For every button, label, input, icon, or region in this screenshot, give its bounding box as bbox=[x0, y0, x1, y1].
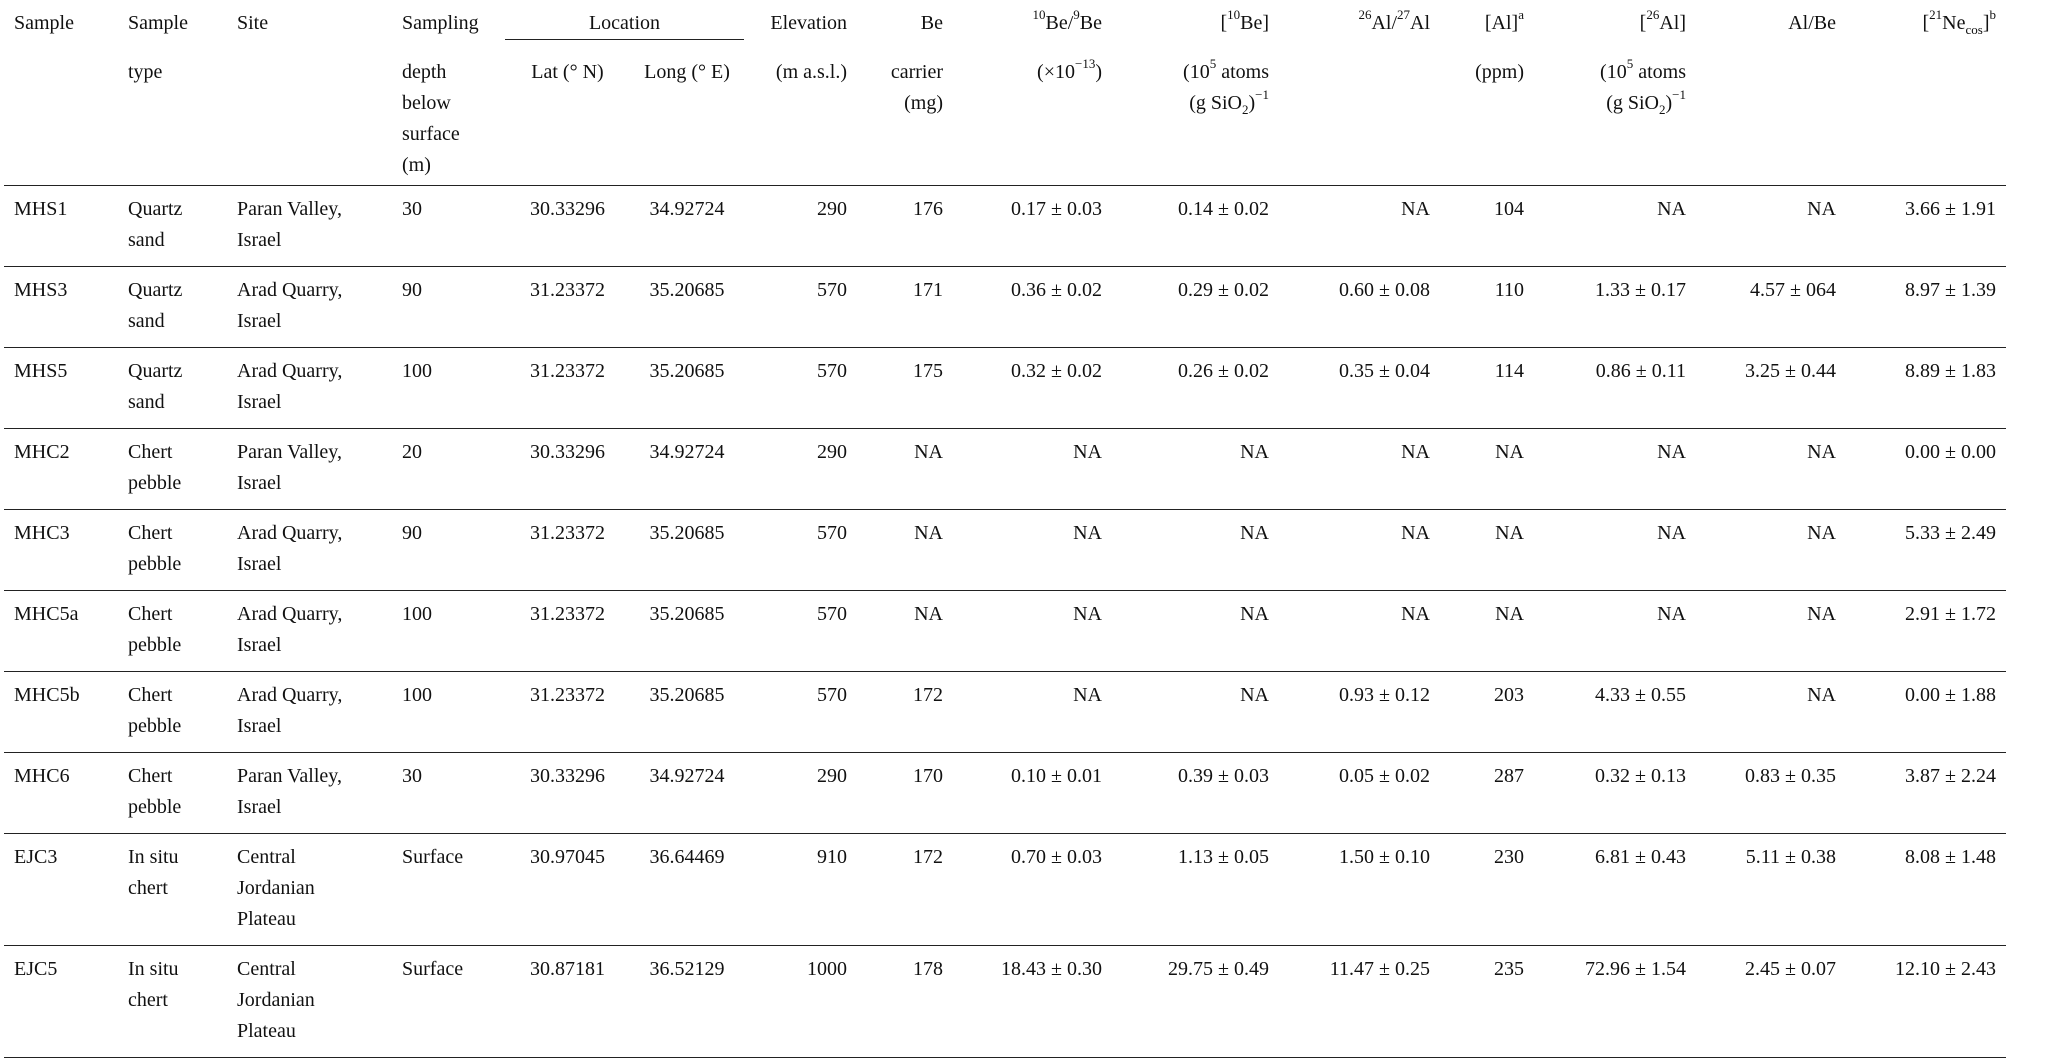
cell-al: 287 bbox=[1494, 764, 1524, 787]
cell-lat: 30.87181 bbox=[530, 957, 605, 980]
cell-al26: 1.33 ± 0.17 bbox=[1595, 278, 1686, 301]
cell-elev: 570 bbox=[817, 521, 847, 544]
cosmogenic-data-table bbox=[4, 0, 2006, 1058]
cell-long: 34.92724 bbox=[649, 440, 725, 463]
cell-elev: 570 bbox=[817, 602, 847, 625]
cell-al26: 4.33 ± 0.55 bbox=[1595, 683, 1686, 706]
col-site: Site bbox=[237, 12, 269, 34]
cell-site: Central Jordanian Plateau bbox=[237, 957, 315, 1042]
col-al-be: Al/Be bbox=[1788, 12, 1836, 34]
cell-depth: 30 bbox=[402, 764, 422, 787]
cell-lat: 31.23372 bbox=[530, 359, 605, 382]
col-long: Long (° E) bbox=[644, 61, 730, 83]
cell-ne: 3.87 ± 2.24 bbox=[1905, 764, 1996, 787]
cell-type: In situ chert bbox=[128, 957, 179, 1011]
cell-albe: NA bbox=[1807, 440, 1836, 463]
cell-be-ratio: NA bbox=[1073, 602, 1102, 625]
cell-be: 172 bbox=[913, 845, 943, 868]
col-sample: Sample bbox=[14, 12, 74, 34]
cell-lat: 30.33296 bbox=[530, 440, 605, 463]
cell-be: 172 bbox=[913, 683, 943, 706]
cell-lat: 31.23372 bbox=[530, 521, 605, 544]
cell-be-ratio: 18.43 ± 0.30 bbox=[1001, 957, 1102, 980]
cell-ne: 3.66 ± 1.91 bbox=[1905, 197, 1996, 220]
cell-be10: NA bbox=[1240, 440, 1269, 463]
cell-al26: NA bbox=[1657, 440, 1686, 463]
cell-be-ratio: 0.70 ± 0.03 bbox=[1011, 845, 1102, 868]
cell-be: 170 bbox=[913, 764, 943, 787]
cell-be-ratio: NA bbox=[1073, 683, 1102, 706]
cell-be10: 0.14 ± 0.02 bbox=[1178, 197, 1269, 220]
col-sampling: Sampling bbox=[402, 12, 479, 34]
cell-al: 104 bbox=[1494, 197, 1524, 220]
col-lat: Lat (° N) bbox=[531, 61, 604, 83]
cell-ne: 5.33 ± 2.49 bbox=[1905, 521, 1996, 544]
cell-depth: 90 bbox=[402, 521, 422, 544]
cell-long: 36.52129 bbox=[649, 957, 725, 980]
cell-be-ratio: 0.36 ± 0.02 bbox=[1011, 278, 1102, 301]
col-be10-unit: ($10^5$ atoms (g SiO$_2$)$^{-1}$ bbox=[1183, 55, 1269, 117]
cell-long: 35.20685 bbox=[649, 278, 725, 301]
cell-depth: 100 bbox=[402, 602, 432, 625]
table-row bbox=[4, 266, 2006, 347]
table-row bbox=[4, 833, 2006, 945]
cell-sample: MHS3 bbox=[14, 278, 68, 301]
cell-site: Central Jordanian Plateau bbox=[237, 845, 315, 930]
cell-depth: 100 bbox=[402, 683, 432, 706]
cell-al-ratio: NA bbox=[1401, 521, 1430, 544]
cell-albe: 3.25 ± 0.44 bbox=[1745, 359, 1836, 382]
table-row bbox=[4, 185, 2006, 266]
cell-be10: 1.13 ± 0.05 bbox=[1178, 845, 1269, 868]
cell-sample: MHS1 bbox=[14, 197, 68, 220]
col-sampling-2: depth below surface (m) bbox=[402, 60, 460, 176]
cell-al-ratio: NA bbox=[1401, 197, 1430, 220]
cell-be-ratio: NA bbox=[1073, 521, 1102, 544]
cell-sample: MHC3 bbox=[14, 521, 70, 544]
cell-al-ratio: 0.60 ± 0.08 bbox=[1339, 278, 1430, 301]
cell-be: 178 bbox=[913, 957, 943, 980]
header-row-2 bbox=[4, 40, 2006, 186]
cell-site: Arad Quarry, Israel bbox=[237, 602, 343, 656]
table-row bbox=[4, 671, 2006, 752]
col-be10: [$^{10}$Be] bbox=[1220, 7, 1269, 34]
cell-al-ratio: 0.05 ± 0.02 bbox=[1339, 764, 1430, 787]
cell-be: 176 bbox=[913, 197, 943, 220]
cell-site: Arad Quarry, Israel bbox=[237, 278, 343, 332]
cell-al: NA bbox=[1495, 440, 1524, 463]
cell-elev: 910 bbox=[817, 845, 847, 868]
cell-elev: 290 bbox=[817, 197, 847, 220]
cell-depth: Surface bbox=[402, 845, 464, 868]
col-elevation: Elevation bbox=[770, 12, 847, 34]
cell-albe: NA bbox=[1807, 602, 1836, 625]
cell-be10: NA bbox=[1240, 521, 1269, 544]
cell-al: 230 bbox=[1494, 845, 1524, 868]
table-body bbox=[4, 185, 2006, 1057]
header-row-1 bbox=[4, 0, 2006, 40]
cell-be: NA bbox=[914, 440, 943, 463]
cell-al-ratio: NA bbox=[1401, 440, 1430, 463]
cell-long: 35.20685 bbox=[649, 521, 725, 544]
cell-long: 34.92724 bbox=[649, 764, 725, 787]
cell-site: Arad Quarry, Israel bbox=[237, 521, 343, 575]
cell-site: Arad Quarry, Israel bbox=[237, 683, 343, 737]
cell-al26: 0.32 ± 0.13 bbox=[1595, 764, 1686, 787]
cell-al-ratio: 11.47 ± 0.25 bbox=[1329, 957, 1430, 980]
cell-type: Chert pebble bbox=[128, 602, 182, 656]
cell-be: NA bbox=[914, 602, 943, 625]
cell-depth: Surface bbox=[402, 957, 464, 980]
cell-al-ratio: 1.50 ± 0.10 bbox=[1339, 845, 1430, 868]
cell-site: Paran Valley, Israel bbox=[237, 197, 342, 251]
cell-be-ratio: NA bbox=[1073, 440, 1102, 463]
col-be-carrier-2: carrier (mg) bbox=[890, 60, 943, 114]
cell-depth: 30 bbox=[402, 197, 422, 220]
col-al26: [$^{26}$Al] bbox=[1639, 7, 1686, 34]
cell-type: Quartz sand bbox=[128, 197, 183, 251]
cell-depth: 90 bbox=[402, 278, 422, 301]
col-location: Location bbox=[505, 0, 744, 40]
col-be-ratio-unit: $(\times 10^{-13})$ bbox=[1037, 55, 1102, 83]
cell-al26: 0.86 ± 0.11 bbox=[1595, 359, 1686, 382]
table-row bbox=[4, 347, 2006, 428]
cell-be10: 0.39 ± 0.03 bbox=[1178, 764, 1269, 787]
cell-ne: 8.89 ± 1.83 bbox=[1905, 359, 1996, 382]
col-sample-type-2: type bbox=[128, 60, 163, 83]
cell-elev: 570 bbox=[817, 359, 847, 382]
cell-long: 35.20685 bbox=[649, 683, 725, 706]
col-al-ratio: $^{26}$Al/$^{27}$Al bbox=[1358, 7, 1430, 34]
cell-al26: 72.96 ± 1.54 bbox=[1585, 957, 1686, 980]
cell-long: 35.20685 bbox=[649, 359, 725, 382]
cell-sample: MHC5a bbox=[14, 602, 79, 625]
cell-sample: MHC6 bbox=[14, 764, 70, 787]
cell-ne: 0.00 ± 0.00 bbox=[1905, 440, 1996, 463]
cell-al: 110 bbox=[1494, 278, 1524, 301]
cell-depth: 100 bbox=[402, 359, 432, 382]
col-al-conc: $[Al]^a$ bbox=[1484, 7, 1524, 34]
cell-lat: 30.33296 bbox=[530, 764, 605, 787]
table-row bbox=[4, 509, 2006, 590]
cell-ne: 12.10 ± 2.43 bbox=[1895, 957, 1996, 980]
cell-type: Chert pebble bbox=[128, 683, 182, 737]
cell-lat: 31.23372 bbox=[530, 683, 605, 706]
cell-al-ratio: 0.93 ± 0.12 bbox=[1339, 683, 1430, 706]
cell-al: 114 bbox=[1494, 359, 1524, 382]
cell-long: 36.64469 bbox=[649, 845, 725, 868]
cell-type: In situ chert bbox=[128, 845, 179, 899]
cell-elev: 570 bbox=[817, 683, 847, 706]
cell-lat: 30.97045 bbox=[530, 845, 605, 868]
col-al-conc-unit: (ppm) bbox=[1475, 60, 1524, 83]
col-sample-type: Sample bbox=[128, 12, 188, 34]
table-row bbox=[4, 752, 2006, 833]
cell-ne: 8.97 ± 1.39 bbox=[1905, 278, 1996, 301]
cell-lat: 31.23372 bbox=[530, 278, 605, 301]
cell-albe: NA bbox=[1807, 521, 1836, 544]
cell-site: Paran Valley, Israel bbox=[237, 440, 342, 494]
cell-ne: 2.91 ± 1.72 bbox=[1905, 602, 1996, 625]
cell-elev: 1000 bbox=[807, 957, 847, 980]
cell-al26: NA bbox=[1657, 521, 1686, 544]
col-al26-unit: ($10^5$ atoms (g SiO$_2$)$^{-1}$ bbox=[1600, 55, 1686, 117]
cell-al: 235 bbox=[1494, 957, 1524, 980]
cell-be10: 29.75 ± 0.49 bbox=[1168, 957, 1269, 980]
cell-al26: NA bbox=[1657, 602, 1686, 625]
col-ne21: $[^{21}Ne_{cos}]^b$ bbox=[1922, 7, 1996, 37]
cell-al: NA bbox=[1495, 602, 1524, 625]
cell-al-ratio: 0.35 ± 0.04 bbox=[1339, 359, 1430, 382]
cell-be: 171 bbox=[913, 278, 943, 301]
table-row bbox=[4, 428, 2006, 509]
col-be-ratio: $^{10}$Be/$^9$Be bbox=[1032, 7, 1102, 34]
cell-site: Paran Valley, Israel bbox=[237, 764, 342, 818]
cell-site: Arad Quarry, Israel bbox=[237, 359, 343, 413]
cell-be10: 0.29 ± 0.02 bbox=[1178, 278, 1269, 301]
cell-depth: 20 bbox=[402, 440, 422, 463]
cell-type: Quartz sand bbox=[128, 278, 183, 332]
cell-be-ratio: 0.32 ± 0.02 bbox=[1011, 359, 1102, 382]
cell-al26: NA bbox=[1657, 197, 1686, 220]
cell-type: Chert pebble bbox=[128, 440, 182, 494]
cell-sample: EJC3 bbox=[14, 845, 58, 868]
table-row bbox=[4, 590, 2006, 671]
cell-be10: NA bbox=[1240, 683, 1269, 706]
cell-albe: 5.11 ± 0.38 bbox=[1745, 845, 1836, 868]
cell-type: Chert pebble bbox=[128, 764, 182, 818]
cell-elev: 290 bbox=[817, 440, 847, 463]
col-elevation-2: (m a.s.l.) bbox=[775, 60, 847, 83]
cell-long: 34.92724 bbox=[649, 197, 725, 220]
cell-al: NA bbox=[1495, 521, 1524, 544]
cell-ne: 0.00 ± 1.88 bbox=[1905, 683, 1996, 706]
cell-albe: 0.83 ± 0.35 bbox=[1745, 764, 1836, 787]
cell-be: 175 bbox=[913, 359, 943, 382]
cell-type: Quartz sand bbox=[128, 359, 183, 413]
cell-be-ratio: 0.17 ± 0.03 bbox=[1011, 197, 1102, 220]
cell-al26: 6.81 ± 0.43 bbox=[1595, 845, 1686, 868]
cell-albe: NA bbox=[1807, 197, 1836, 220]
cell-lat: 31.23372 bbox=[530, 602, 605, 625]
cell-al: 203 bbox=[1494, 683, 1524, 706]
cell-albe: 4.57 ± 064 bbox=[1750, 278, 1836, 301]
cell-al-ratio: NA bbox=[1401, 602, 1430, 625]
cell-be-ratio: 0.10 ± 0.01 bbox=[1011, 764, 1102, 787]
cell-sample: MHC5b bbox=[14, 683, 80, 706]
cell-albe: 2.45 ± 0.07 bbox=[1745, 957, 1836, 980]
cell-long: 35.20685 bbox=[649, 602, 725, 625]
cell-elev: 570 bbox=[817, 278, 847, 301]
cell-albe: NA bbox=[1807, 683, 1836, 706]
cell-sample: EJC5 bbox=[14, 957, 58, 980]
cell-be: NA bbox=[914, 521, 943, 544]
col-be-carrier: Be bbox=[920, 12, 943, 34]
cell-elev: 290 bbox=[817, 764, 847, 787]
cell-type: Chert pebble bbox=[128, 521, 182, 575]
table-row bbox=[4, 945, 2006, 1057]
cell-be10: 0.26 ± 0.02 bbox=[1178, 359, 1269, 382]
cell-sample: MHC2 bbox=[14, 440, 70, 463]
cell-lat: 30.33296 bbox=[530, 197, 605, 220]
cell-be10: NA bbox=[1240, 602, 1269, 625]
cell-ne: 8.08 ± 1.48 bbox=[1905, 845, 1996, 868]
cell-sample: MHS5 bbox=[14, 359, 68, 382]
